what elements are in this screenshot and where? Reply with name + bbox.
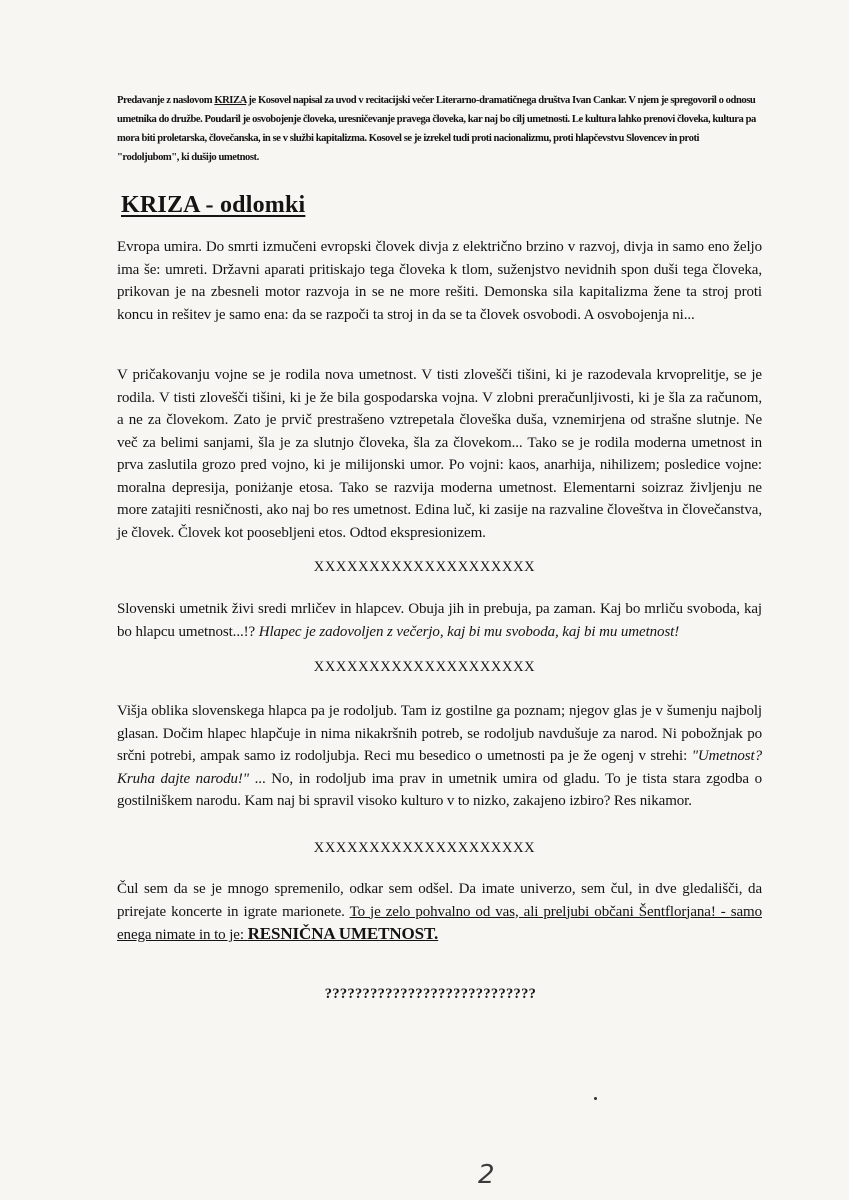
- paragraph-4: [117, 700, 762, 813]
- paragraph-5: [117, 878, 762, 947]
- intro-text-end: je Kosovel napisal za uvod v recitacijski večer Literarno-dramatičnega društva Ivan Cankar. V njem je spregovoril o odnosu umetnika do družbe. Poudaril je osvobojenje človeka, uresničevanje pravega človeka, kar naj bo cilj umetnosti. Le kultura lahko prenovi človeka, kultura pa mora biti proletarska, človečanska, in se v službi kapitalizma. Kosovel se je izrekel tudi proti nacionalizmu, proti hlapčevstvu Slovencev in proti "rodoljubom", ki dušijo umetnost.: [117, 95, 756, 163]
- intro-title-reference: KRIZA: [214, 95, 247, 106]
- paragraph-5-emphasis: RESNIČNA UMETNOST.: [247, 924, 439, 943]
- paragraph-4-italic-quote: "Umetnost? Kruha dajte narodu!": [117, 748, 762, 787]
- intro-text-start: Predavanje z naslovom: [117, 95, 215, 106]
- separator-2: XXXXXXXXXXXXXXXXXXXX: [313, 659, 536, 675]
- paragraph-5-text: Čul sem da se je mnogo spremenilo, odkar sem odšel. Da imate univerzo, sem čul, in dve gledališči, da prirejate koncerte in igrate marionete.: [117, 881, 762, 920]
- section-title: KRIZA - odlomki: [121, 192, 306, 218]
- paragraph-4-text-end: ... No, in rodoljub ima prav in umetnik umira od gladu. To je tista stara zgodba o gostilniškem narodu. Kam naj bi spravil visoko kulturo v to nizko, zakajeno izbiro? Res nikamor.: [117, 770, 762, 809]
- separator-question-marks: ????????????????????????????: [324, 986, 537, 1002]
- speck: [594, 1097, 597, 1100]
- paragraph-2: V pričakovanju vojne se je rodila nova umetnost. V tisti zlovešči tišini, ki je razodevala krvoprelitje, se je rodila. V tisti zlovešči tišini, ki je že bila gospodarska vojna. V zlobni preračunljivosti, ki je šla za računom, a ne za človekom. Zato je prvič prestrašeno vztrepetala človeška duša, vznemirjena od strašne slutnje. Ne več za belimi sanjami, šla je za slutnjo človeka, šla za človekom... Tako se je rodila moderna umetnost in prva zaslutila grozo pred vojno, ki je milijonski umor. Po vojni: kaos, anarhija, nihilizem; posledice vojne: moralna depresija, poniżanje etosa. Tako se razvija moderna umetnost. Elementarni soizraz življenju ne more zatajiti resničnosti, ako naj bo res umetnost. Edina luč, ki zasije na razvaline človeštva in človečanstva, je človek. Človek kot poosebljeni etos. Odtod ekspresionizem.: [117, 367, 762, 541]
- paragraph-3-italic-quote: Hlapec je zadovoljen z večerjo, kaj bi mu svoboda, kaj bi mu umetnost!: [258, 623, 680, 640]
- separator-3: XXXXXXXXXXXXXXXXXXXX: [313, 840, 536, 856]
- paragraph-3: [117, 598, 762, 643]
- separator-1: XXXXXXXXXXXXXXXXXXXX: [313, 559, 536, 575]
- paragraph-3-text: Slovenski umetnik živi sredi mrličev in hlapcev. Obuja jih in prebuja, pa zaman. Kaj bo mrliču svoboda, kaj bo hlapcu umetnost...!?: [117, 601, 762, 640]
- handwritten-page-number: 2: [478, 1160, 495, 1190]
- paragraph-1: Evropa umira. Do smrti izmučeni evropski človek divja z električno brzino v razvoj, divja in samo eno željo ima še: umreti. Državni aparati pritiskajo tega človeka k tlom, suženjstvo nevidnih spon duši tega človeka, prikovan je na zbesneli motor razvoja in se ne more rešiti. Demonska sila kapitalizma žene ta stroj proti koncu in rešitev je samo ena: da se razpoči ta stroj in da se ta človek osvobodi. A osvobojenja ni...: [117, 239, 762, 323]
- intro-paragraph: [117, 91, 762, 167]
- paragraph-4-text: Višja oblika slovenskega hlapca pa je rodoljub. Tam iz gostilne ga poznam; njegov glas je v šumenju najbolj glasan. Dočim hlapec hlapčuje in nima nikakršnih potreb, se rodoljub navdušuje za narod. Ni pobožnjak po srčni potrebi, ampak samo iz rodoljubja. Reci mu besedico o umetnosti pa je že ogenj v strehi:: [117, 703, 762, 764]
- paragraph-5-underlined-text: To je zelo pohvalno od vas, ali preljubi občani Šentflorjana! - samo enega nimate in to je:: [117, 903, 762, 943]
